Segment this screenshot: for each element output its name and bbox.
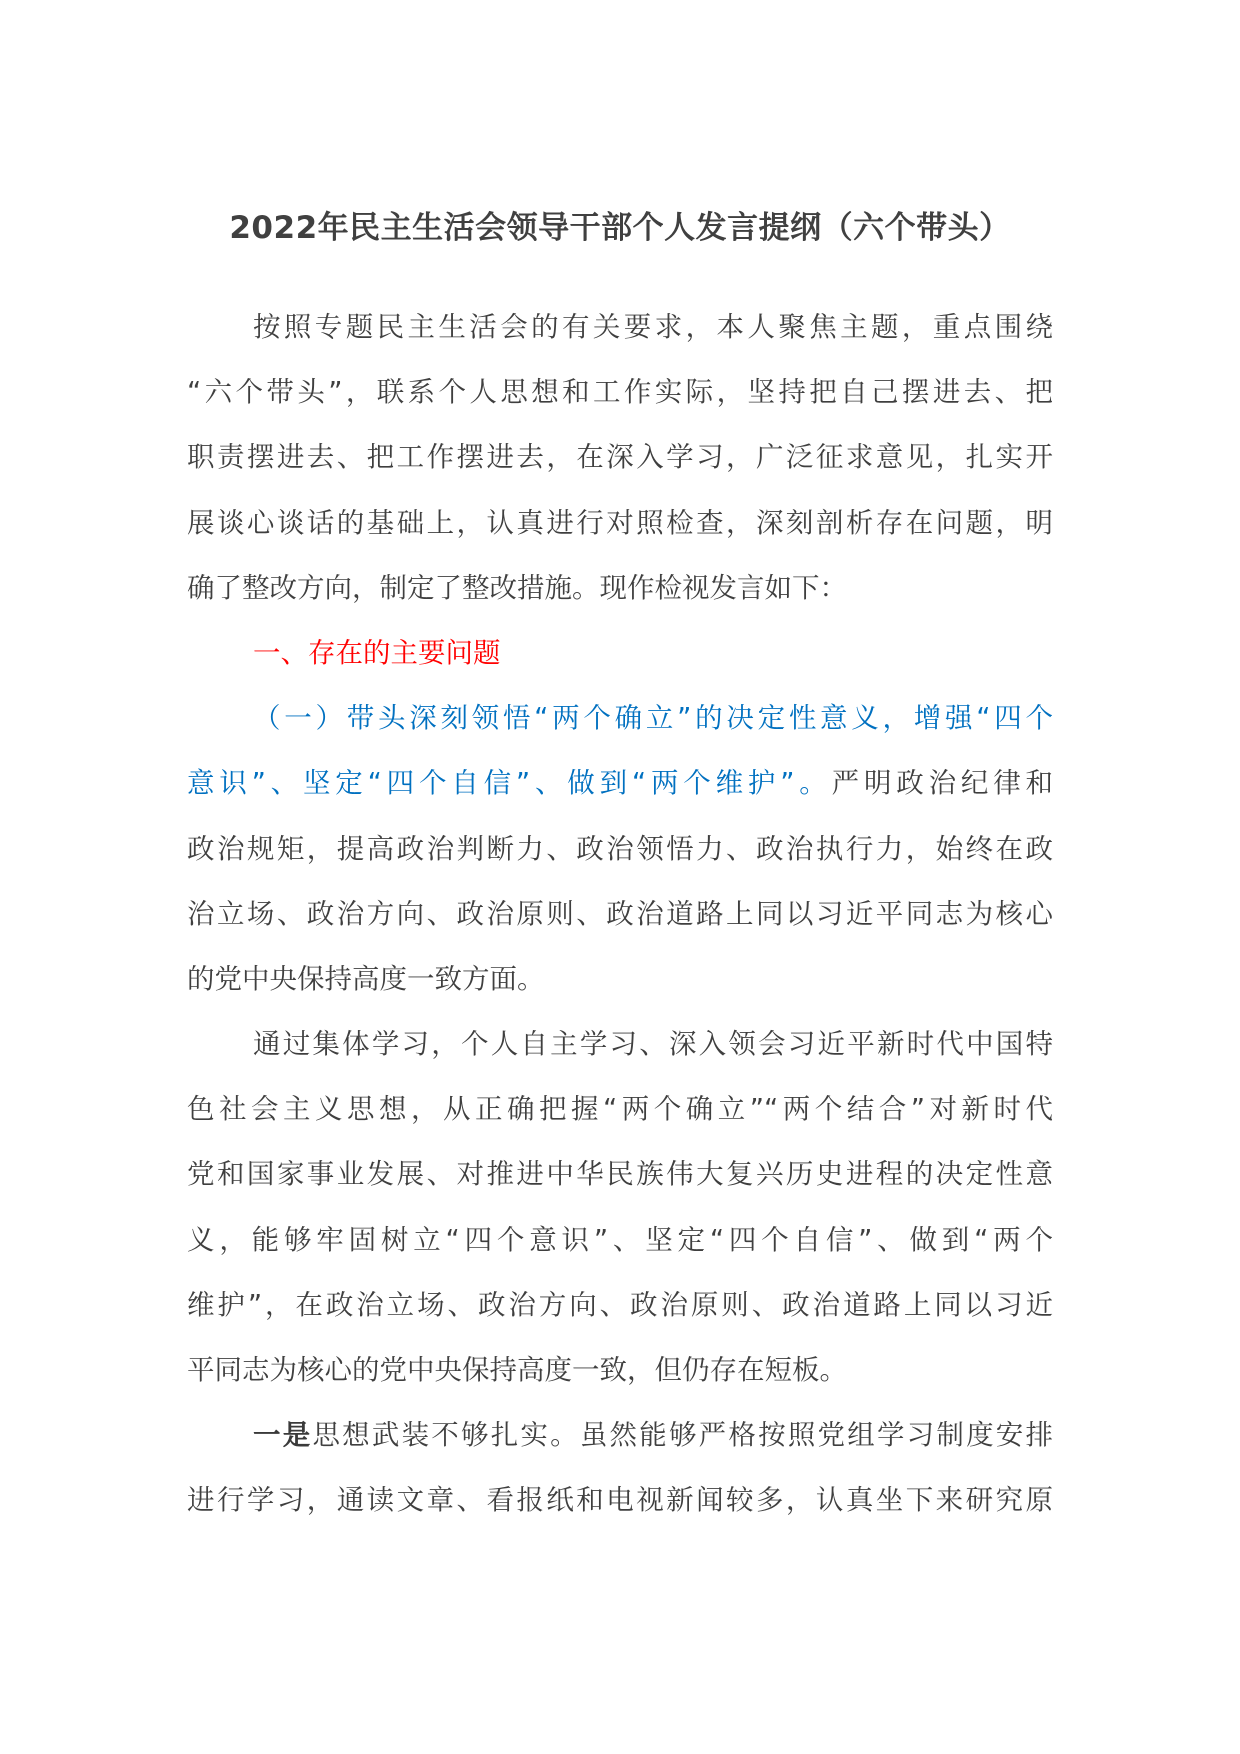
text-line: 政治规矩，提高政治判断力、政治领悟力、政治执行力，始终在政 bbox=[187, 832, 1053, 865]
subheading-paragraph bbox=[187, 686, 1053, 1012]
text-line: 义，能够牢固树立“四个意识”、坚定“四个自信”、做到“两个 bbox=[187, 1223, 1053, 1256]
document-body bbox=[187, 295, 1053, 1534]
text-fragment: 思想武装不够扎实。虽然能够严格按照党组学习制度安排 bbox=[312, 1419, 1054, 1452]
section-heading: 一、存在的主要问题 bbox=[253, 636, 501, 669]
text-line: 展谈心谈话的基础上，认真进行对照检查，深刻剖析存在问题，明 bbox=[187, 506, 1053, 539]
text-line: “六个带头”，联系个人思想和工作实际，坚持把自己摆进去、把 bbox=[187, 376, 1053, 409]
text-line: 通过集体学习，个人自主学习、深入领会习近平新时代中国特 bbox=[253, 1028, 1053, 1061]
intro-paragraph bbox=[187, 295, 1053, 621]
point-paragraph bbox=[187, 1403, 1053, 1533]
point-lead: 一是 bbox=[253, 1419, 313, 1452]
text-line: 平同志为核心的党中央保持高度一致，但仍存在短板。 bbox=[187, 1354, 847, 1386]
mixed-line bbox=[187, 751, 1053, 816]
text-line: 进行学习，通读文章、看报纸和电视新闻较多，认真坐下来研究原 bbox=[187, 1484, 1053, 1517]
text-line: 确了整改方向，制定了整改措施。现作检视发言如下： bbox=[187, 571, 847, 604]
study-paragraph bbox=[187, 1012, 1053, 1403]
text-line: 的党中央保持高度一致方面。 bbox=[187, 962, 545, 995]
text-line: 色社会主义思想，从正确把握“两个确立”“两个结合”对新时代 bbox=[187, 1093, 1053, 1126]
subheading-line: （一）带头深刻领悟“两个确立”的决定性意义，增强“四个 bbox=[253, 702, 1053, 735]
text-line: 党和国家事业发展、对推进中华民族伟大复兴历史进程的决定性意 bbox=[187, 1158, 1053, 1191]
mixed-line bbox=[187, 1403, 1053, 1468]
subheading-line-end: 意识”、坚定“四个自信”、做到“两个维护”。 bbox=[187, 767, 832, 800]
text-line: 按照专题民主生活会的有关要求，本人聚焦主题，重点围绕 bbox=[253, 311, 1053, 343]
text-fragment: 严明政治纪律和 bbox=[831, 767, 1054, 800]
text-line: 治立场、政治方向、政治原则、政治道路上同以习近平同志为核心 bbox=[187, 897, 1053, 930]
text-line: 维护”，在政治立场、政治方向、政治原则、政治道路上同以习近 bbox=[187, 1288, 1053, 1321]
text-line: 职责摆进去、把工作摆进去，在深入学习，广泛征求意见，扎实开 bbox=[187, 441, 1053, 474]
document-title: 2022年民主生活会领导干部个人发言提纲（六个带头） bbox=[229, 210, 1011, 246]
